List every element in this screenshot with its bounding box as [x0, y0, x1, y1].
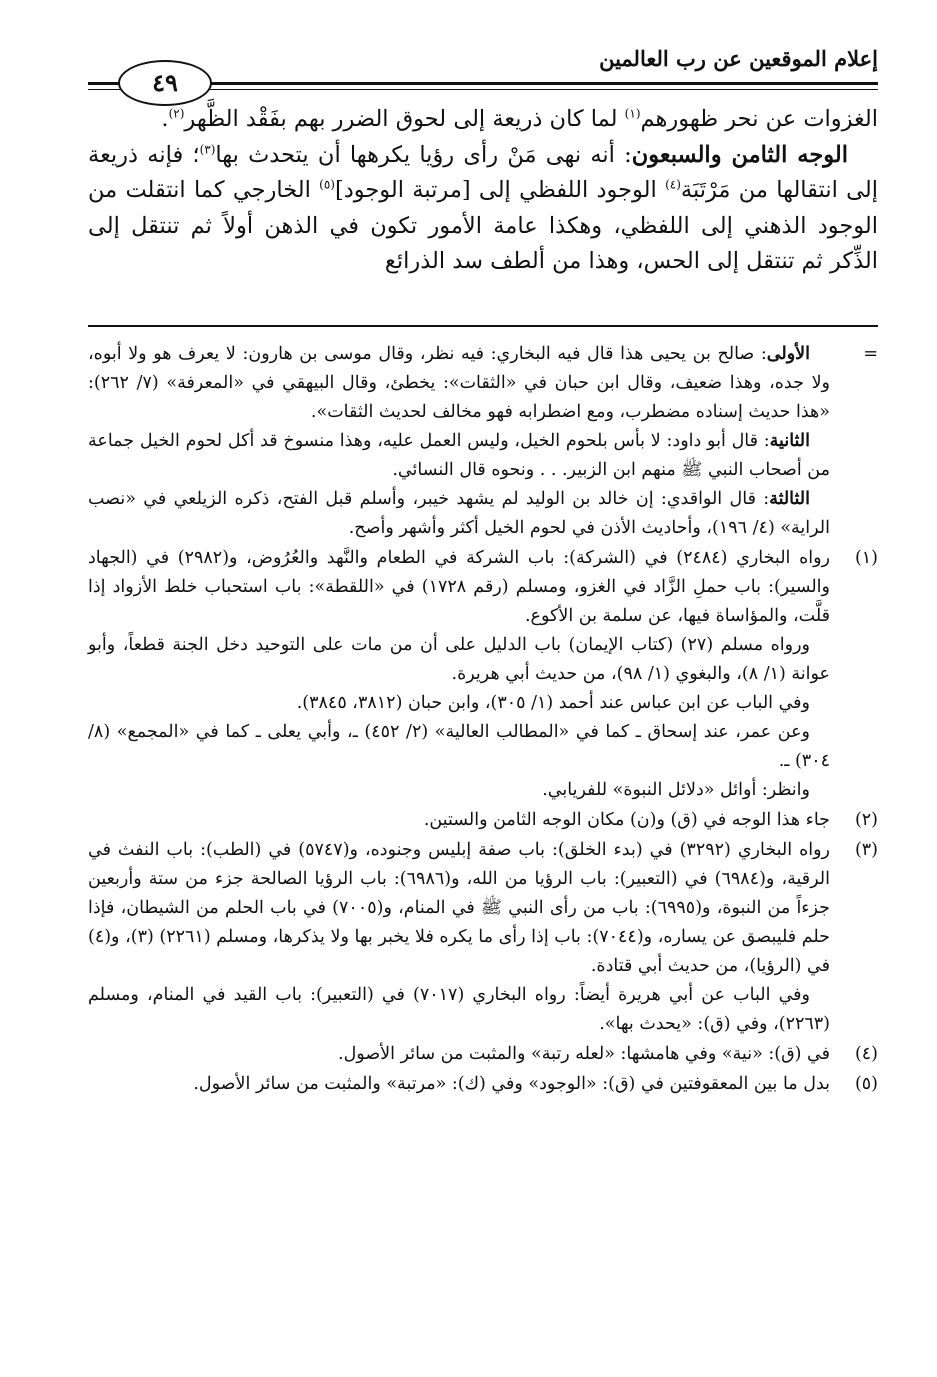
section-heading: الوجه الثامن والسبعون: [631, 141, 848, 168]
footnote-paragraph: جاء هذا الوجه في (ق) و(ن) مكان الوجه الثامن والستين.: [423, 810, 830, 830]
footnote-2: [88, 806, 878, 835]
footnote-continued: [88, 340, 878, 543]
footnote-number: (٥): [854, 1074, 878, 1094]
footnote-paragraph: وفي الباب عن أبي هريرة أيضاً: رواه البخاري (٧٠١٧) في (التعبير): باب القيد في المنام، ومسلم (٢٢٦٣)، وفي (ق): «يحدث بها».: [88, 985, 830, 1034]
footnote-ref-4: (٤): [665, 177, 681, 192]
footnote-paragraph: الأولى: صالح بن يحيى هذا قال فيه البخاري: فيه نظر، وقال موسى بن هارون: لا يعرف هو ولا أبوه، ولا جده، وهذا ضعيف، وقال ابن حبان في «الثقات»: يخطئ، وقال البيهقي في «المعرفة» (٧/ ٢٦٢): «هذا حديث إسناده مضطرب، ومع اضطرابه فهو مخالف لحديث الثقات».: [88, 344, 830, 422]
footnote-paragraph: في (ق): «نية» وفي هامشها: «لعله رتبة» والمثبت من سائر الأصول.: [338, 1044, 830, 1064]
continuation-mark: =: [863, 344, 878, 364]
footnote-3: [88, 836, 878, 1039]
footnote-paragraph: رواه البخاري (٣٢٩٢) في (بدء الخلق): باب صفة إبليس وجنوده، و(٥٧٤٧) في (الطب): باب النفث في الرقية، و(٦٩٨٤) في (التعبير): باب الرؤيا من الله، و(٦٩٨٦): باب الرؤيا الصالحة جزء من ستة وأربعين جزءاً من النبوة، و(٦٩٩٥): باب من رأى النبي ﷺ في المنام، و(٧٠٠٥) في باب الحلم من الشيطان، فإذا حلم فليبصق عن يساره، و(٧٠٤٤): باب إذا رأى ما يكره فلا يخبر بها ولا يذكرها، ومسلم (٢٢٦١) (٣)، و(٤) في (الرؤيا)، من حديث أبي قتادة.: [88, 840, 831, 976]
running-title: إعلام الموقعين عن رب العالمين: [599, 46, 878, 71]
page-header: [88, 40, 878, 100]
footnote-paragraph: وانظر: أوائل «دلائل النبوة» للفريابي.: [542, 780, 810, 800]
book-page: [88, 40, 878, 1350]
footnote-paragraph: وفي الباب عن ابن عباس عند أحمد (١/ ٣٠٥)، وابن حبان (٣٨١٢، ٣٨٤٥).: [296, 693, 810, 713]
footnote-4: [88, 1040, 878, 1069]
footnote-ref-1: (١): [624, 106, 641, 121]
main-text: [88, 102, 878, 280]
footnote-separator: [88, 325, 878, 327]
footnote-number: (٤): [854, 1044, 878, 1064]
footnote-paragraph: الثالثة: قال الواقدي: إن خالد بن الوليد لم يشهد خيبر، وأسلم قبل الفتح، ذكره الزيلعي في «نصب الراية» (٤/ ١٩٦)، وأحاديث الأذن في لحوم الخيل أكثر وأشهر وأصح.: [88, 489, 830, 538]
main-paragraph-1: الغزوات عن نحر ظهورهم$^{(١)}$ لما كان ذريعة إلى لحوق الضرر بهم بفَقْد الظَّهر$^{(٢)}$.: [161, 106, 878, 132]
footnote-paragraph: ورواه مسلم (٢٧) (كتاب الإيمان) باب الدليل على أن من مات على التوحيد دخل الجنة قطعاً، وأبو عوانة (١/ ٨)، والبغوي (١/ ٩٨)، من حديث أبي هريرة.: [88, 635, 830, 684]
footnote-number: (٢): [854, 810, 878, 830]
footnote-paragraph: الثانية: قال أبو داود: لا بأس بلحوم الخيل، وليس العمل عليه، وهذا منسوخ قد أكل لحوم الخيل جماعة من أصحاب النبي ﷺ منهم ابن الزبير. . . ونحوه قال النسائي.: [88, 431, 830, 480]
footnote-1: [88, 544, 878, 805]
footnote-5: [88, 1070, 878, 1099]
page-number: ٤٩: [118, 60, 212, 106]
main-paragraph-2: الوجه الثامن والسبعون: أنه نهى مَنْ رأى رؤيا يكرهها أن يتحدث بها$^{(٣)}$؛ فإنه ذريعة إلى انتقالها من مَرْتَبَة$^{(٤)}$ الوجود اللفظي إلى [مرتبة الوجود]$^{(٥)}$ الخارجي كما انتقلت من الوجود الذهني إلى اللفظي، وهكذا عامة الأمور تكون في الذهن أولاً ثم تنتقل إلى الذِّكر ثم تنتقل إلى الحس، وهذا من ألطف سد الذرائع: [88, 141, 878, 274]
footnote-ref-5: (٥): [319, 177, 335, 192]
footnote-number: (٣): [854, 840, 878, 860]
footnote-paragraph: وعن عمر، عند إسحاق ـ كما في «المطالب العالية» (٢/ ٤٥٢) ـ، وأبي يعلى ـ كما في «المجمع» (٨/ ٣٠٤) ـ.: [88, 722, 830, 771]
footnotes: [88, 340, 878, 1100]
footnote-ref-2: (٢): [168, 106, 185, 121]
footnote-paragraph: رواه البخاري (٢٤٨٤) في (الشركة): باب الشركة في الطعام والنَّهد والعُرُوض، و(٢٩٨٢) في (الجهاد والسير): باب حملِ الزَّاد في الغزو، ومسلم (رقم ١٧٢٨) في «اللقطة»: باب استحباب خلط الأزواد إذا قلَّت، والمؤاساة فيها، عن سلمة بن الأكوع.: [88, 548, 830, 626]
footnote-ref-3: (٣): [199, 142, 216, 156]
footnote-paragraph: بدل ما بين المعقوفتين في (ق): «الوجود» وفي (ك): «مرتبة» والمثبت من سائر الأصول.: [193, 1074, 830, 1094]
footnote-number: (١): [854, 548, 878, 568]
